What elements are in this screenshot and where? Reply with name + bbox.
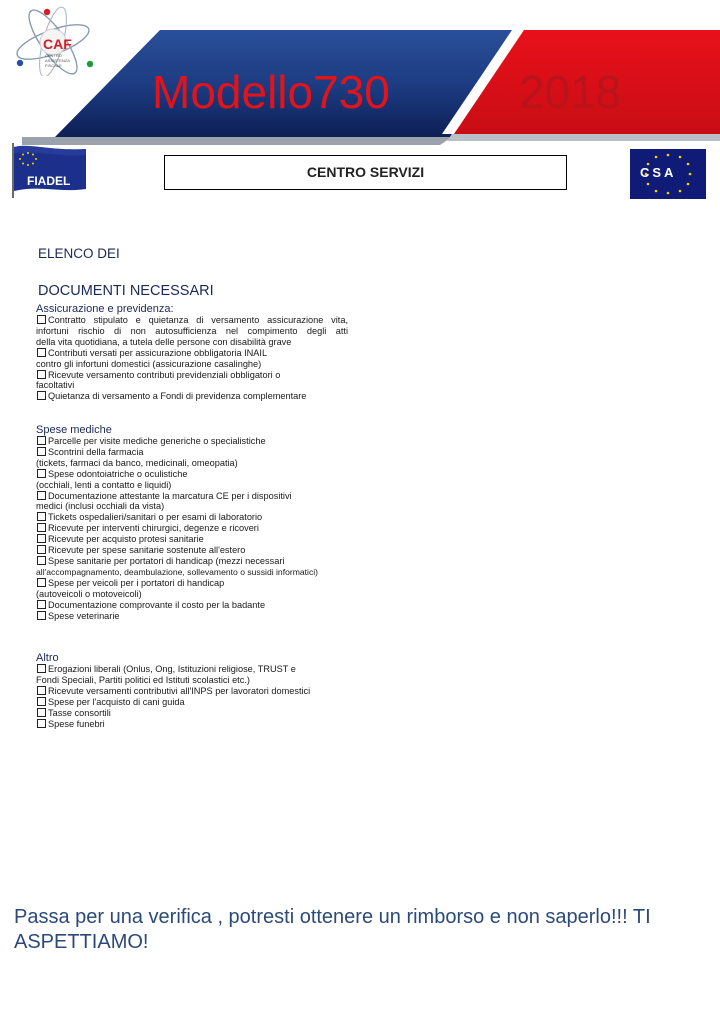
- list-item-continuation: (autoveicoli o motoveicoli): [36, 588, 142, 599]
- list-item: Spese funebri: [36, 719, 356, 730]
- eu-flag-icon: [10, 141, 87, 198]
- checkbox-icon: [37, 391, 46, 400]
- list-item: Scontrini della farmacia: [36, 447, 356, 458]
- heading-elenco: ELENCO DEI: [38, 246, 120, 261]
- checkbox-icon: [37, 469, 46, 478]
- checkbox-icon: [37, 708, 46, 717]
- list-item: Ricevute versamento contributi previdenziali obbligatori o: [36, 370, 356, 381]
- checkbox-icon: [37, 436, 46, 445]
- list-item: Spese odontoiatriche o oculistiche: [36, 469, 356, 480]
- checkbox-icon: [37, 447, 46, 456]
- list-item: Spese per veicoli per i portatori di handicap: [36, 578, 356, 589]
- list-item: Erogazioni liberali (Onlus, Ong, Istituzioni religiose, TRUST e: [36, 664, 356, 675]
- list-item: Ricevute versamenti contributivi all'INPS per lavoratori domestici: [36, 686, 356, 697]
- list-item: Ricevute per acquisto protesi sanitarie: [36, 534, 356, 545]
- caf-logo: [10, 6, 96, 76]
- list-item: Quietanza di versamento a Fondi di previdenza complementare: [36, 391, 356, 402]
- fiadel-logo-text: FIADEL: [27, 174, 71, 188]
- section-assicurazione: [36, 303, 356, 402]
- section-title: Spese mediche: [36, 424, 112, 436]
- checkbox-icon: [37, 370, 46, 379]
- checkbox-icon: [37, 719, 46, 728]
- checkbox-icon: [37, 545, 46, 554]
- section-spese-mediche: [36, 424, 356, 621]
- checkbox-icon: [37, 491, 46, 500]
- footer-message: Passa per una verifica , potresti ottenere un rimborso e non saperlo!!! TI ASPETTIAMO!: [14, 906, 651, 953]
- list-item-continuation: (tickets, farmaci da banco, medicinali, omeopatia): [36, 457, 238, 468]
- checkbox-icon: [37, 578, 46, 587]
- list-item-continuation: all'accompagnamento, deambulazione, sollevamento o sussidi informatici): [36, 566, 319, 577]
- list-item: Spese veterinarie: [36, 611, 356, 622]
- list-item: Tickets ospedalieri/sanitari o per esami di laboratorio: [36, 512, 356, 523]
- list-item: Documentazione attestante la marcatura CE per i dispositivi: [36, 491, 356, 502]
- section-title: Assicurazione e previdenza:: [36, 303, 174, 315]
- checkbox-icon: [37, 315, 46, 324]
- heading-documenti: DOCUMENTI NECESSARI: [38, 283, 214, 299]
- list-item: Spese sanitarie per portatori di handicap (mezzi necessari: [36, 556, 356, 567]
- checkbox-icon: [37, 600, 46, 609]
- checkbox-icon: [37, 686, 46, 695]
- checkbox-icon: [37, 556, 46, 565]
- list-item: Contributi versati per assicurazione obbligatoria INAIL: [36, 348, 356, 359]
- list-item: Documentazione comprovante il costo per la badante: [36, 600, 356, 611]
- checkbox-icon: [37, 611, 46, 620]
- list-item-continuation: Fondi Speciali, Partiti politici ed Istituti scolastici etc.): [36, 674, 250, 685]
- checkbox-icon: [37, 512, 46, 521]
- section-title: Altro: [36, 652, 59, 664]
- list-item: Ricevute per interventi chirurgici, degenze e ricoveri: [36, 523, 356, 534]
- header-banner: [0, 0, 720, 150]
- checkbox-icon: [37, 697, 46, 706]
- grey-band-right: [447, 134, 720, 141]
- list-item-continuation: infortuni rischio di non autosufficienza nel compimento degli atti: [36, 325, 348, 336]
- list-item-continuation: contro gli infortuni domestici (assicurazione casalinghe): [36, 358, 262, 369]
- list-item-continuation: (occhiali, lenti a contatto e liquidi): [36, 479, 172, 490]
- list-item: Tasse consortili: [36, 708, 356, 719]
- title-modello: Modello730: [152, 66, 390, 118]
- csa-logo-text: CSA: [640, 165, 677, 180]
- checkbox-icon: [37, 523, 46, 532]
- list-item: Contratto stipulato e quietanza di versamento assicurazione vita,: [36, 315, 348, 326]
- section-altro: [36, 652, 356, 729]
- checkbox-icon: [37, 348, 46, 357]
- csa-logo: [630, 149, 706, 199]
- list-item-continuation: facoltativi: [36, 380, 75, 391]
- checkbox-icon: [37, 534, 46, 543]
- checkbox-icon: [37, 664, 46, 673]
- centro-servizi-box: CENTRO SERVIZI: [164, 155, 567, 190]
- caf-logo-subtext: CENTRO ASSISTENZA FISCALE: [45, 53, 70, 68]
- title-year: 2018: [519, 66, 622, 118]
- list-item-continuation: della vita quotidiana, a tutela delle persone con disabilità grave: [36, 336, 292, 347]
- list-item: Parcelle per visite mediche generiche o specialistiche: [36, 436, 356, 447]
- list-item: Spese per l'acquisto di cani guida: [36, 697, 356, 708]
- list-item: Ricevute per spese sanitarie sostenute all'estero: [36, 545, 356, 556]
- caf-logo-text: CAF: [43, 36, 72, 52]
- list-item-continuation: medici (inclusi occhiali da vista): [36, 501, 165, 512]
- fiadel-logo: [10, 141, 87, 198]
